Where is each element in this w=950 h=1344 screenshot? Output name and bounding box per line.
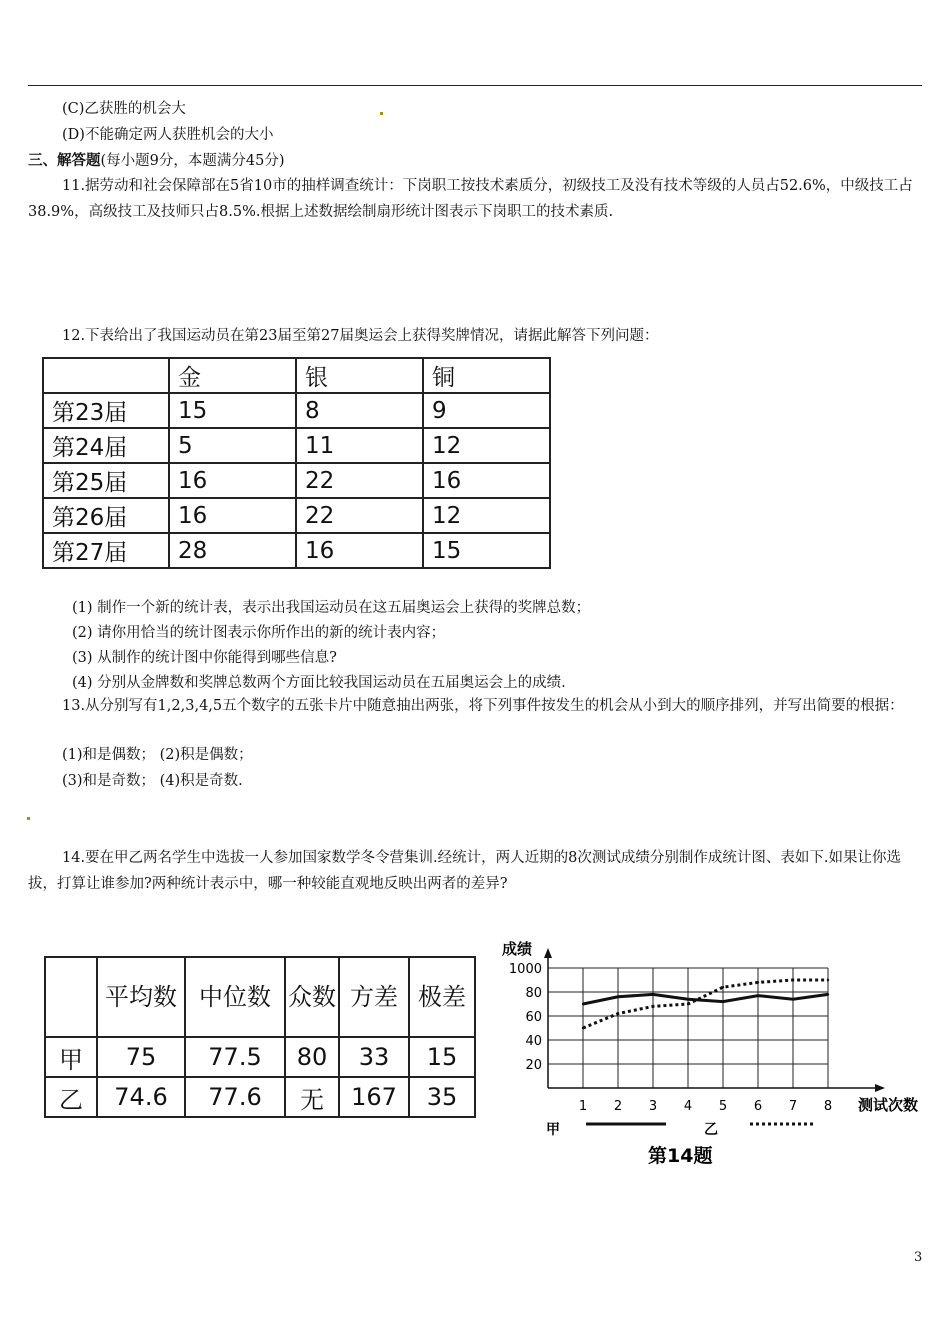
y-axis-arrow [544,948,552,958]
table-cell: 平均数 [97,957,185,1037]
table-cell: 33 [339,1037,409,1077]
chart-axes [544,948,885,1092]
table-cell: 28 [169,533,296,568]
table-cell: 8 [296,393,423,428]
table-cell: 16 [423,463,550,498]
table-cell: 16 [169,498,296,533]
table-cell: 12 [423,498,550,533]
question-12-part-2: (2) 请你用恰当的统计图表示你所作出的新的统计表内容； [72,625,446,641]
table-cell: 15 [169,393,296,428]
data-point [792,998,794,1000]
table-cell: 极差 [409,957,475,1037]
question-12-part-4: (4) 分别从金牌数和奖牌总数两个方面比较我国运动员在五届奥运会上的成绩. [72,675,566,691]
chart-grid [548,968,828,1088]
data-point [722,986,724,988]
x-tick-label: 8 [823,1099,833,1114]
question-12-part-3: (3) 从制作的统计图中你能得到哪些信息? [72,650,337,666]
table-cell: 12 [423,428,550,463]
data-point [827,993,829,995]
section-title: 三、解答题 [28,152,101,169]
table-cell: 甲 [45,1037,97,1077]
table-cell: 15 [423,533,550,568]
y-tick-label: 1000 [508,962,542,977]
table-cell: 第23届 [43,393,169,428]
chart-title: 第14题 [648,1145,713,1167]
table-cell: 22 [296,463,423,498]
data-point [792,979,794,981]
data-point [687,998,689,1000]
data-point [582,1003,584,1005]
table-cell: 铜 [423,358,550,393]
table-cell: 乙 [45,1077,97,1117]
table-cell: 第25届 [43,463,169,498]
y-tick-label: 60 [525,1010,542,1025]
table-cell: 77.5 [185,1037,285,1077]
x-axis-label: 测试次数 [858,1096,919,1114]
question-12: 12.下表给出了我国运动员在第23届至第27届奥运会上获得奖牌情况，请据此解答下列问题： [62,328,659,344]
table-cell: 第26届 [43,498,169,533]
table-row [45,1037,475,1077]
medal-table [42,357,551,569]
question-11: 11.据劳动和社会保障部在5省10市的抽样调查统计：下岗职工按技术素质分，初级技工及没有技术等级的人员占52.6%，中级技工占38.9%，高级技工及技师只占8.5%.根据上述数据绘制扇形统计图表示下岗职工的技术素质. [28,178,913,220]
data-point [582,1027,584,1029]
section-heading [28,149,285,170]
y-axis-label: 成绩 [502,940,533,958]
data-point [652,993,654,995]
data-point [617,1012,619,1014]
data-point [722,1000,724,1002]
table-cell: 众数 [285,957,339,1037]
table-row [43,498,550,533]
data-point [617,996,619,998]
stats-table [44,956,476,1118]
x-tick-label: 1 [578,1099,588,1114]
x-tick-label: 2 [613,1099,623,1114]
x-axis-arrow [875,1084,885,1092]
table-row [43,393,550,428]
y-tick-label: 40 [525,1034,542,1049]
table-cell: 金 [169,358,296,393]
table-cell: 15 [409,1037,475,1077]
header-rule [28,85,922,86]
table-cell: 方差 [339,957,409,1037]
table-cell: 74.6 [97,1077,185,1117]
table-row [43,533,550,568]
data-point [827,979,829,981]
table-cell [45,957,97,1037]
x-tick-label: 7 [788,1099,798,1114]
table-cell: 167 [339,1077,409,1117]
score-line-chart [500,928,930,1168]
table-cell: 第24届 [43,428,169,463]
question-13-items-a: (1)和是偶数； (2)积是偶数； [62,747,253,763]
stray-mark [27,817,30,820]
series-line-yi [583,980,828,1028]
table-cell: 无 [285,1077,339,1117]
table-cell: 80 [285,1037,339,1077]
x-tick-label: 4 [683,1099,693,1114]
data-point [757,994,759,996]
question-12-part-1: (1) 制作一个新的统计表，表示出我国运动员在这五届奥运会上获得的奖牌总数； [72,600,591,616]
table-cell: 银 [296,358,423,393]
table-cell [43,358,169,393]
x-tick-label: 5 [718,1099,728,1114]
data-point [687,1003,689,1005]
page-number: 3 [914,1250,923,1265]
question-14: 14.要在甲乙两名学生中选拔一人参加国家数学冬令营集训.经统计，两人近期的8次测试成绩分别制作成统计图、表如下.如果让你选拔，打算让谁参加?两种统计表示中，哪一种较能直观地反映出两者的差异? [28,850,901,892]
table-cell: 中位数 [185,957,285,1037]
table-row [45,957,475,1037]
table-row [43,358,550,393]
option-c: (C)乙获胜的机会大 [62,101,186,117]
question-13-items-b: (3)和是奇数； (4)积是奇数. [62,773,243,789]
table-cell: 77.6 [185,1077,285,1117]
y-tick-label: 80 [525,986,542,1001]
table-row [43,428,550,463]
legend-label-yi: 乙 [704,1122,718,1138]
x-tick-label: 3 [648,1099,658,1114]
table-cell: 5 [169,428,296,463]
stray-mark [380,112,383,115]
table-row [43,463,550,498]
table-cell: 35 [409,1077,475,1117]
table-cell: 16 [169,463,296,498]
table-cell: 75 [97,1037,185,1077]
data-point [652,1005,654,1007]
y-tick-label: 20 [525,1058,542,1073]
table-cell: 11 [296,428,423,463]
data-point [757,981,759,983]
legend-label-jia: 甲 [546,1122,560,1138]
chart-labels [509,962,832,1114]
section-note: (每小题9分，本题满分45分) [100,153,285,169]
table-row [45,1077,475,1117]
x-tick-label: 6 [753,1099,763,1114]
table-cell: 22 [296,498,423,533]
table-cell: 16 [296,533,423,568]
table-cell: 第27届 [43,533,169,568]
question-13: 13.从分别写有1,2,3,4,5五个数字的五张卡片中随意抽出两张，将下列事件按发生的机会从小到大的顺序排列，并写出简要的根据： [62,698,904,714]
table-cell: 9 [423,393,550,428]
option-d: (D)不能确定两人获胜机会的大小 [62,127,274,143]
chart-series [582,979,829,1029]
